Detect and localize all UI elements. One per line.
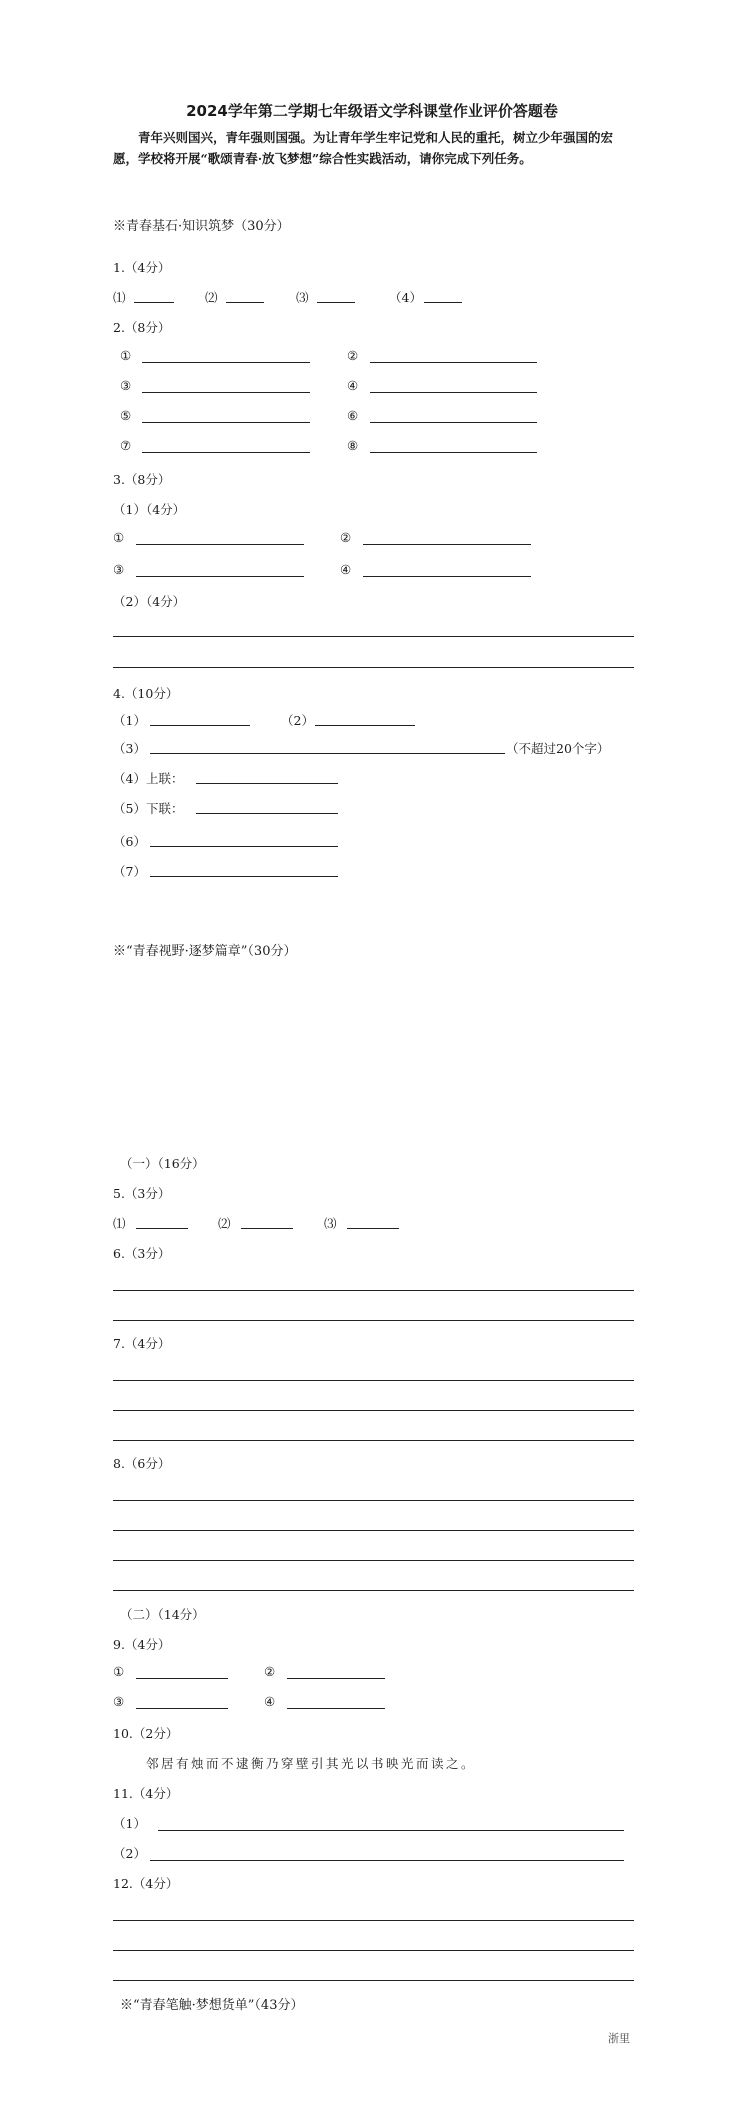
q2-answer-line[interactable] xyxy=(142,452,310,453)
q2-blank-label: ② xyxy=(347,348,359,363)
question-9-label: 9.（4分） xyxy=(113,1637,171,1652)
q1-blank-label: ⑶ xyxy=(296,290,309,305)
q1-answer-line[interactable] xyxy=(317,302,355,303)
q3-blank-label: ③ xyxy=(113,562,125,577)
q3-answer-line[interactable] xyxy=(363,576,531,577)
q9-blank-label: ④ xyxy=(264,1694,276,1709)
q4-answer-line[interactable] xyxy=(150,846,338,847)
q1-blank-label: （4） xyxy=(389,290,422,305)
question-4-label: 4.（10分） xyxy=(113,686,179,701)
q2-answer-line[interactable] xyxy=(370,392,537,393)
q11-answer-line[interactable] xyxy=(150,1860,624,1861)
q8-answer-line[interactable] xyxy=(113,1530,634,1531)
q4-part3-note: （不超过20个字） xyxy=(506,741,610,756)
q2-answer-line[interactable] xyxy=(370,362,537,363)
q9-blank-label: ① xyxy=(113,1664,125,1679)
q2-blank-label: ① xyxy=(120,348,132,363)
q4-answer-line[interactable] xyxy=(150,725,250,726)
q2-answer-line[interactable] xyxy=(370,452,537,453)
q2-blank-label: ⑥ xyxy=(347,408,359,423)
q1-blank-label: ⑴ xyxy=(113,290,126,305)
question-5-label: 5.（3分） xyxy=(113,1186,171,1201)
q12-answer-line[interactable] xyxy=(113,1950,634,1951)
q4-part5-label: （5）下联： xyxy=(113,801,184,816)
section-heading-writing: ※“青春笔触·梦想货单”（43分） xyxy=(120,1998,304,2013)
q3-part2-label: （2）（4分） xyxy=(113,594,186,609)
question-11-label: 11.（4分） xyxy=(113,1786,179,1801)
q4-answer-line[interactable] xyxy=(150,876,338,877)
question-10-label: 10.（2分） xyxy=(113,1726,179,1741)
q8-answer-line[interactable] xyxy=(113,1500,634,1501)
page-title: 2024学年第二学期七年级语文学科课堂作业评价答题卷 xyxy=(186,102,558,120)
question-8-label: 8.（6分） xyxy=(113,1456,171,1471)
q4-answer-line[interactable] xyxy=(196,813,338,814)
q4-part6-label: （6） xyxy=(113,834,146,849)
q12-answer-line[interactable] xyxy=(113,1920,634,1921)
q4-part2-label: （2） xyxy=(281,713,314,728)
q5-answer-line[interactable] xyxy=(347,1228,399,1229)
q4-part7-label: （7） xyxy=(113,864,146,879)
q9-answer-line[interactable] xyxy=(287,1678,385,1679)
section-heading-knowledge: ※青春基石·知识筑梦（30分） xyxy=(113,219,290,234)
q4-part1-label: （1） xyxy=(113,713,146,728)
q8-answer-line[interactable] xyxy=(113,1590,634,1591)
q7-answer-line[interactable] xyxy=(113,1410,634,1411)
q7-answer-line[interactable] xyxy=(113,1380,634,1381)
q3-blank-label: ② xyxy=(340,530,352,545)
q5-blank-label: ⑶ xyxy=(324,1216,337,1231)
q4-part4-label: （4）上联： xyxy=(113,771,184,786)
q11-part2-label: （2） xyxy=(113,1846,146,1861)
q7-answer-line[interactable] xyxy=(113,1440,634,1441)
q2-answer-line[interactable] xyxy=(142,362,310,363)
q6-answer-line[interactable] xyxy=(113,1320,634,1321)
intro-text: 青年兴则国兴，青年强则国强。为让青年学生牢记党和人民的重托，树立少年强国的宏愿，学校将开展“歌颂青春·放飞梦想”综合性实践活动，请你完成下列任务。 xyxy=(113,130,614,166)
q9-answer-line[interactable] xyxy=(136,1708,228,1709)
q12-answer-line[interactable] xyxy=(113,1980,634,1981)
q1-answer-line[interactable] xyxy=(134,302,174,303)
q5-answer-line[interactable] xyxy=(241,1228,293,1229)
q5-blank-label: ⑴ xyxy=(113,1216,126,1231)
q11-answer-line[interactable] xyxy=(158,1830,624,1831)
q9-answer-line[interactable] xyxy=(136,1678,228,1679)
q4-part3-label: （3） xyxy=(113,741,146,756)
part-two-label: （二）（14分） xyxy=(120,1607,205,1622)
q10-passage: 邻居有烛而不逮衡乃穿壁引其光以书映光而读之。 xyxy=(146,1756,477,1771)
q9-blank-label: ③ xyxy=(113,1694,125,1709)
question-7-label: 7.（4分） xyxy=(113,1336,171,1351)
q2-blank-label: ⑧ xyxy=(347,438,359,453)
section-heading-reading: ※“青春视野·逐梦篇章”（30分） xyxy=(113,944,297,959)
q3-answer-line-full[interactable] xyxy=(113,636,634,637)
q2-answer-line[interactable] xyxy=(142,392,310,393)
q1-answer-line[interactable] xyxy=(424,302,462,303)
footer-mark: 浙里 xyxy=(608,2032,630,2045)
q11-part1-label: （1） xyxy=(113,1816,146,1831)
q4-answer-line[interactable] xyxy=(196,783,338,784)
question-1-label: 1.（4分） xyxy=(113,260,171,275)
question-12-label: 12.（4分） xyxy=(113,1876,179,1891)
q2-answer-line[interactable] xyxy=(142,422,310,423)
q1-blank-label: ⑵ xyxy=(205,290,218,305)
q2-blank-label: ⑤ xyxy=(120,408,132,423)
q3-blank-label: ④ xyxy=(340,562,352,577)
q2-blank-label: ③ xyxy=(120,378,132,393)
q3-part1-label: （1）（4分） xyxy=(113,502,186,517)
q3-answer-line[interactable] xyxy=(363,544,531,545)
q2-blank-label: ⑦ xyxy=(120,438,132,453)
q8-answer-line[interactable] xyxy=(113,1560,634,1561)
q5-answer-line[interactable] xyxy=(136,1228,188,1229)
question-3-label: 3.（8分） xyxy=(113,472,171,487)
q3-answer-line-full[interactable] xyxy=(113,667,634,668)
q5-blank-label: ⑵ xyxy=(218,1216,231,1231)
part-one-label: （一）（16分） xyxy=(120,1156,205,1171)
q3-answer-line[interactable] xyxy=(136,544,304,545)
q4-answer-line[interactable] xyxy=(315,725,415,726)
q4-answer-line[interactable] xyxy=(150,753,505,754)
q3-answer-line[interactable] xyxy=(136,576,304,577)
q3-blank-label: ① xyxy=(113,530,125,545)
q2-answer-line[interactable] xyxy=(370,422,537,423)
q1-answer-line[interactable] xyxy=(226,302,264,303)
q9-answer-line[interactable] xyxy=(287,1708,385,1709)
q6-answer-line[interactable] xyxy=(113,1290,634,1291)
q2-blank-label: ④ xyxy=(347,378,359,393)
question-2-label: 2.（8分） xyxy=(113,320,171,335)
q9-blank-label: ② xyxy=(264,1664,276,1679)
question-6-label: 6.（3分） xyxy=(113,1246,171,1261)
